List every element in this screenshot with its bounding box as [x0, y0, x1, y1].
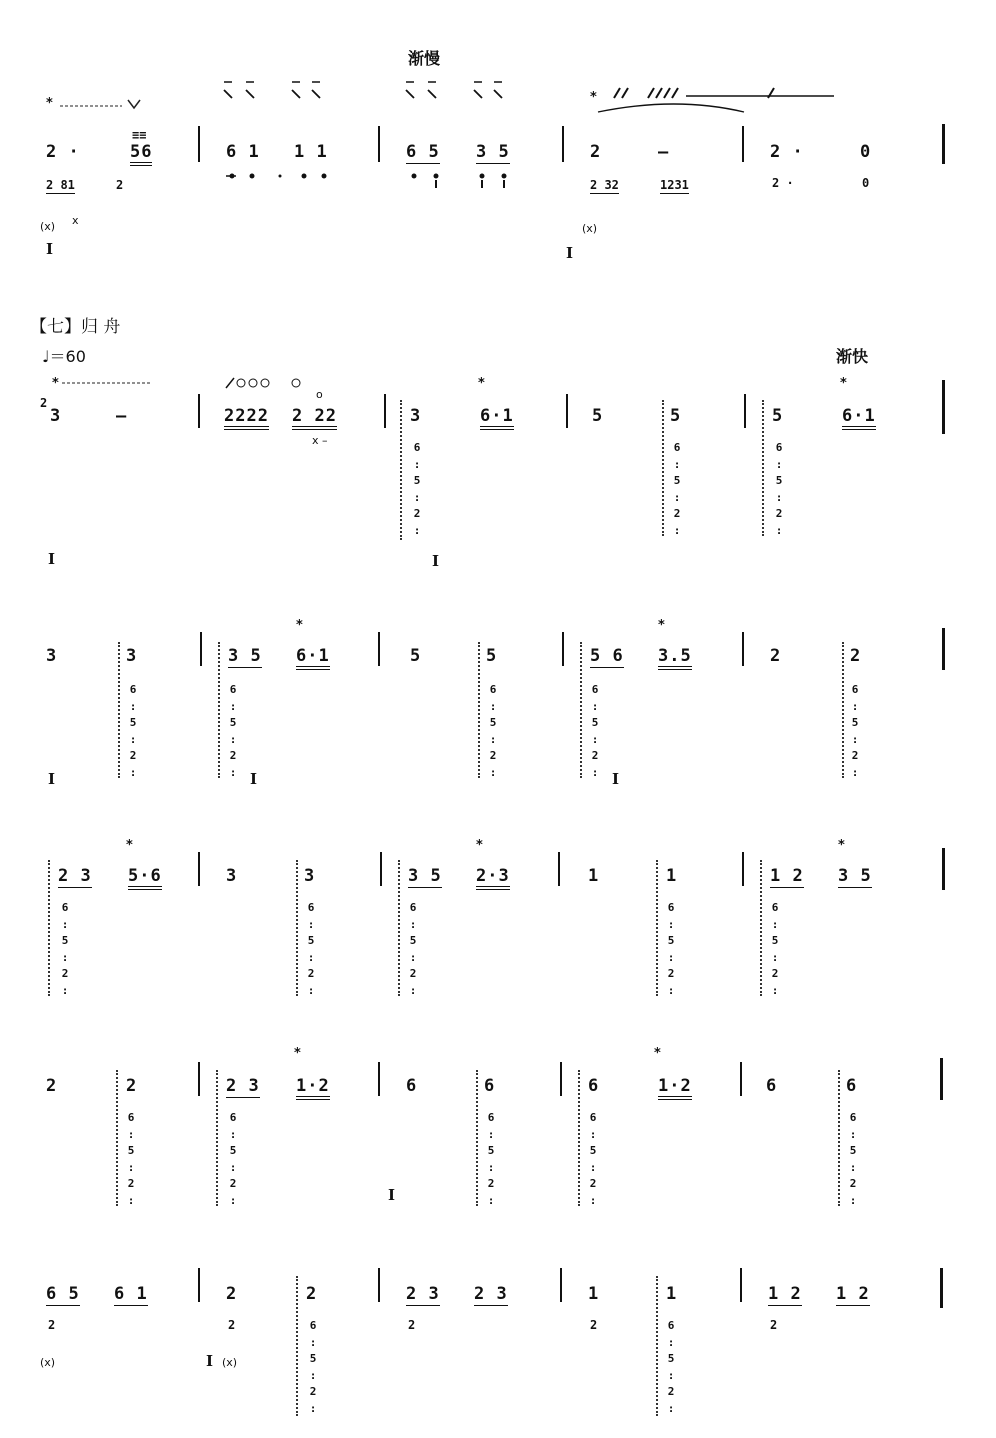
x-paren: (x)	[40, 220, 56, 233]
dash: –	[658, 142, 670, 162]
dash: –	[116, 406, 128, 426]
star-mark: *	[476, 838, 483, 853]
chord-column: 6 : 5 : 2 :	[127, 1111, 135, 1207]
dot-row-m2	[224, 170, 334, 184]
note-5: 5	[670, 406, 682, 426]
barline	[562, 632, 564, 666]
tremolo-marks	[224, 376, 344, 390]
chord-column: 6 : 5 : 2 :	[409, 901, 417, 997]
barline	[198, 126, 200, 162]
arpeggio-line	[578, 1070, 586, 1206]
note: 1	[666, 1284, 678, 1304]
note: 6·1	[296, 646, 330, 670]
grace-note: 2	[40, 396, 48, 410]
barline	[198, 1062, 200, 1096]
note: 6	[588, 1076, 600, 1096]
chord-column: 6 : 5 : 2 :	[309, 1319, 317, 1415]
barline	[378, 632, 380, 666]
arpeggio-line	[760, 860, 768, 996]
chord-column: 6 : 5 : 2 :	[229, 683, 237, 779]
low-note: 2 81	[46, 178, 75, 192]
note: 6	[846, 1076, 858, 1096]
chord-column: 6 : 5 : 2 :	[775, 441, 783, 537]
note-6-1: 6·1	[842, 406, 876, 430]
tempo-value: ＝60	[49, 347, 86, 366]
note-3: 3	[410, 406, 422, 426]
barline	[200, 632, 202, 666]
barline	[562, 126, 564, 162]
note: 3.5	[658, 646, 692, 670]
roman-numeral: I	[206, 1352, 214, 1370]
barline	[378, 1268, 380, 1302]
low-note: 2	[770, 1318, 778, 1332]
note: 1·2	[296, 1076, 330, 1100]
note-2-22: 2 22	[292, 406, 337, 430]
note: 2 3	[474, 1284, 508, 1304]
tempo-marking	[42, 344, 86, 367]
barline	[378, 1062, 380, 1096]
note: 6 1	[114, 1284, 148, 1304]
barline	[380, 852, 382, 886]
note: 3	[46, 646, 58, 666]
note-3: 3	[50, 406, 62, 426]
x-mark: x	[72, 214, 79, 227]
arpeggio-line	[656, 860, 664, 996]
ritardando-marking: 渐慢	[408, 49, 441, 68]
note: 2·3	[476, 866, 510, 890]
note: 2	[306, 1284, 318, 1304]
note: 3 5	[838, 866, 872, 886]
note-11: 1 1	[294, 142, 328, 162]
barline	[742, 632, 744, 666]
chord-column: 6 : 5 : 2 :	[489, 683, 497, 779]
chord-column: 6 : 5 : 2 :	[771, 901, 779, 997]
note-61: 6 1	[226, 142, 260, 162]
note: 6	[484, 1076, 496, 1096]
note: 3 5	[408, 866, 442, 886]
x-paren: (x)	[222, 1356, 238, 1369]
chord-column: 6 : 5 : 2 :	[413, 441, 421, 537]
chord-column: 6 : 5 : 2 :	[849, 1111, 857, 1207]
chord-column: 6 : 5 : 2 :	[487, 1111, 495, 1207]
final-barline	[942, 848, 945, 890]
final-barline	[942, 380, 945, 434]
star-mark: *	[294, 1046, 301, 1061]
arpeggio-line	[478, 642, 486, 778]
arpeggio-line	[662, 400, 670, 536]
note-56: 56	[130, 142, 152, 166]
note: 2 3	[58, 866, 92, 886]
low-note: 2	[408, 1318, 416, 1332]
trill-line	[62, 378, 154, 388]
note: 1 2	[770, 866, 804, 886]
note: 2	[46, 1076, 58, 1096]
note: 2	[226, 1284, 238, 1304]
note: 1 2	[768, 1284, 802, 1304]
arpeggio-line	[400, 400, 408, 540]
strum-marks-m2	[222, 78, 332, 100]
arpeggio-line	[296, 1276, 304, 1416]
arpeggio-line	[476, 1070, 484, 1206]
barline	[198, 1268, 200, 1302]
harmonic-circle: o	[316, 388, 323, 401]
tremolo-slur	[596, 84, 836, 134]
barline	[198, 394, 200, 428]
note: 3	[304, 866, 316, 886]
star-mark: *	[838, 838, 845, 853]
roman-numeral: I	[46, 240, 54, 258]
barline	[566, 394, 568, 428]
note: 5·6	[128, 866, 162, 890]
roman-numeral: I	[432, 552, 440, 570]
note: 3	[226, 866, 238, 886]
note: 6	[406, 1076, 418, 1096]
chord-column: 6 : 5 : 2 :	[851, 683, 859, 779]
x-paren: (x)	[40, 1356, 56, 1369]
note: 5	[486, 646, 498, 666]
note: 5	[410, 646, 422, 666]
chord-column: 6 : 5 : 2 :	[61, 901, 69, 997]
chord-column: 6 : 5 : 2 :	[307, 901, 315, 997]
barline	[744, 394, 746, 428]
star-mark: *	[126, 838, 133, 853]
x-paren-2: (x)	[582, 222, 598, 235]
barline	[378, 126, 380, 162]
low-note: 2	[48, 1318, 56, 1332]
arpeggio-line	[48, 860, 56, 996]
star-mark: *	[296, 618, 303, 633]
barline	[558, 852, 560, 886]
arpeggio-line	[656, 1276, 664, 1416]
roman-numeral: I	[48, 770, 56, 788]
chord-column: 6 : 5 : 2 :	[229, 1111, 237, 1207]
star-mark: *	[52, 376, 59, 391]
final-barline	[942, 124, 945, 164]
chord-column: 6 : 5 : 2 :	[589, 1111, 597, 1207]
roman-numeral: I	[48, 550, 56, 568]
note: 2	[126, 1076, 138, 1096]
roman-numeral-2: I	[566, 244, 574, 262]
chord-column: 6 : 5 : 2 :	[129, 683, 137, 779]
note-2-dot: 2 ·	[770, 142, 804, 162]
low-note-1231: 1231	[660, 178, 689, 192]
roman-numeral: I	[250, 770, 258, 788]
low-note-232: 2 32	[590, 178, 619, 192]
strum-marks-m3	[404, 78, 514, 100]
x-dash: x –	[312, 434, 328, 447]
note: 2 3	[226, 1076, 260, 1096]
low-note-0: 0	[862, 176, 870, 190]
star-mark: *	[46, 96, 53, 111]
note: 1	[588, 1284, 600, 1304]
section-title: 【七】归 舟	[30, 317, 121, 337]
note: 2	[770, 646, 782, 666]
roman-numeral: I	[612, 770, 620, 788]
ornament: ≡≡	[132, 128, 147, 142]
chord-column: 6 : 5 : 2 :	[673, 441, 681, 537]
arpeggio-line	[296, 860, 304, 996]
chord-column: 6 : 5 : 2 :	[591, 683, 599, 779]
note-0: 0	[860, 142, 872, 162]
roman-numeral: I	[388, 1186, 396, 1204]
barline	[560, 1268, 562, 1302]
barline	[740, 1062, 742, 1096]
note: 2 ·	[46, 142, 80, 162]
note-2: 2	[590, 142, 602, 162]
final-barline	[942, 628, 945, 670]
arpeggio-line	[762, 400, 770, 536]
note-2222: 2222	[224, 406, 269, 430]
barline	[740, 1268, 742, 1302]
chord-column: 6 : 5 : 2 :	[667, 901, 675, 997]
note-35: 3 5	[476, 142, 510, 162]
accelerando-marking: 渐快	[836, 347, 869, 366]
note: 5 6	[590, 646, 624, 666]
trill-line	[60, 100, 140, 112]
low-note: 2	[590, 1318, 598, 1332]
note-5: 5	[592, 406, 604, 426]
dot-row-m3	[406, 170, 516, 190]
note: 1·2	[658, 1076, 692, 1100]
note: 6 5	[46, 1284, 80, 1304]
arpeggio-line	[116, 1070, 124, 1206]
chord-column: 6 : 5 : 2 :	[667, 1319, 675, 1415]
note: 6	[766, 1076, 778, 1096]
arpeggio-line	[580, 642, 588, 778]
barline	[198, 852, 200, 886]
arpeggio-line	[398, 860, 406, 996]
low-note: 2	[228, 1318, 236, 1332]
note: 2 3	[406, 1284, 440, 1304]
arpeggio-line	[838, 1070, 846, 1206]
star-mark: *	[658, 618, 665, 633]
barline	[560, 1062, 562, 1096]
final-barline	[940, 1058, 943, 1100]
star-mark: *	[840, 376, 847, 391]
note: 3 5	[228, 646, 262, 666]
star-mark: *	[654, 1046, 661, 1061]
note: 1	[666, 866, 678, 886]
final-barline	[940, 1268, 943, 1308]
arpeggio-line	[218, 642, 226, 778]
low-note-2-dot: 2 ·	[772, 176, 794, 190]
note: 3	[126, 646, 138, 666]
arpeggio-line	[118, 642, 126, 778]
arpeggio-line	[216, 1070, 224, 1206]
low-note-2: 2	[116, 178, 124, 192]
barline	[742, 852, 744, 886]
quarter-note-icon: ♩	[42, 347, 50, 366]
note-65: 6 5	[406, 142, 440, 162]
barline	[742, 126, 744, 162]
note-6-1: 6·1	[480, 406, 514, 430]
star-mark-2: *	[590, 90, 597, 105]
note: 1	[588, 866, 600, 886]
star-mark: *	[478, 376, 485, 391]
note-5: 5	[772, 406, 784, 426]
barline	[384, 394, 386, 428]
note: 2	[850, 646, 862, 666]
note: 1 2	[836, 1284, 870, 1304]
